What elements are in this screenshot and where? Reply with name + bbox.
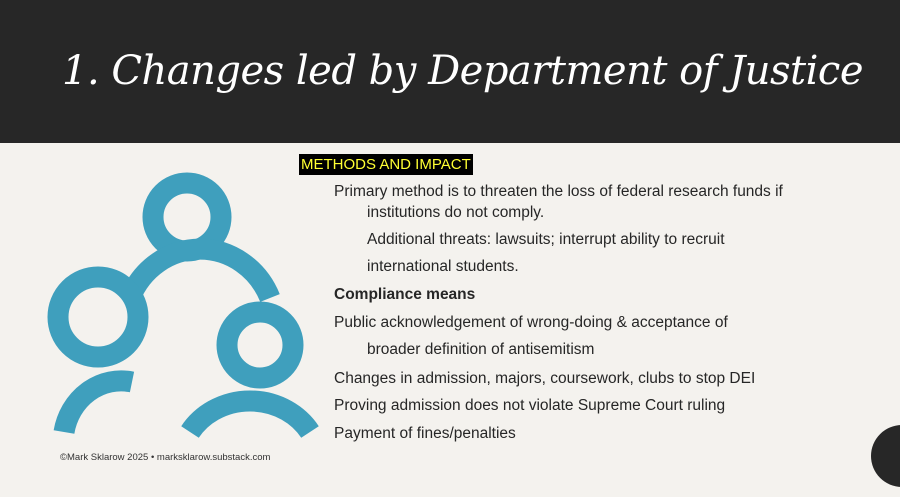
bullet-line: Payment of fines/penalties: [334, 425, 516, 442]
bullet-line: broader definition of antisemitism: [367, 341, 595, 358]
left-head: [58, 277, 138, 357]
footer-credit: ©Mark Sklarow 2025 • marksklarow.substack.com: [60, 452, 271, 463]
left-body: [64, 381, 132, 432]
bullet-heading: Compliance means: [334, 286, 476, 303]
bullet-line: Changes in admission, majors, coursework, clubs to stop DEI: [334, 370, 756, 387]
bullet-line: international students.: [367, 258, 519, 275]
title-bar: [0, 0, 900, 143]
right-head: [227, 312, 293, 378]
section-label: METHODS AND IMPACT: [301, 156, 471, 173]
corner-circle-decoration: [871, 425, 900, 487]
family-group-icon-svg: [40, 170, 320, 440]
bullet-line: Additional threats: lawsuits; interrupt ability to recruit: [367, 231, 725, 248]
bullet-line: institutions do not comply.: [367, 204, 545, 221]
bullet-line: Public acknowledgement of wrong-doing & acceptance of: [334, 314, 728, 331]
slide-title: 1. Changes led by Department of Justice: [62, 48, 863, 94]
bullet-line: Primary method is to threaten the loss of federal research funds if: [334, 183, 783, 200]
center-body: [130, 249, 270, 298]
right-body: [190, 401, 310, 432]
bullet-line: Proving admission does not violate Supreme Court ruling: [334, 397, 726, 414]
family-group-icon: [40, 170, 320, 440]
